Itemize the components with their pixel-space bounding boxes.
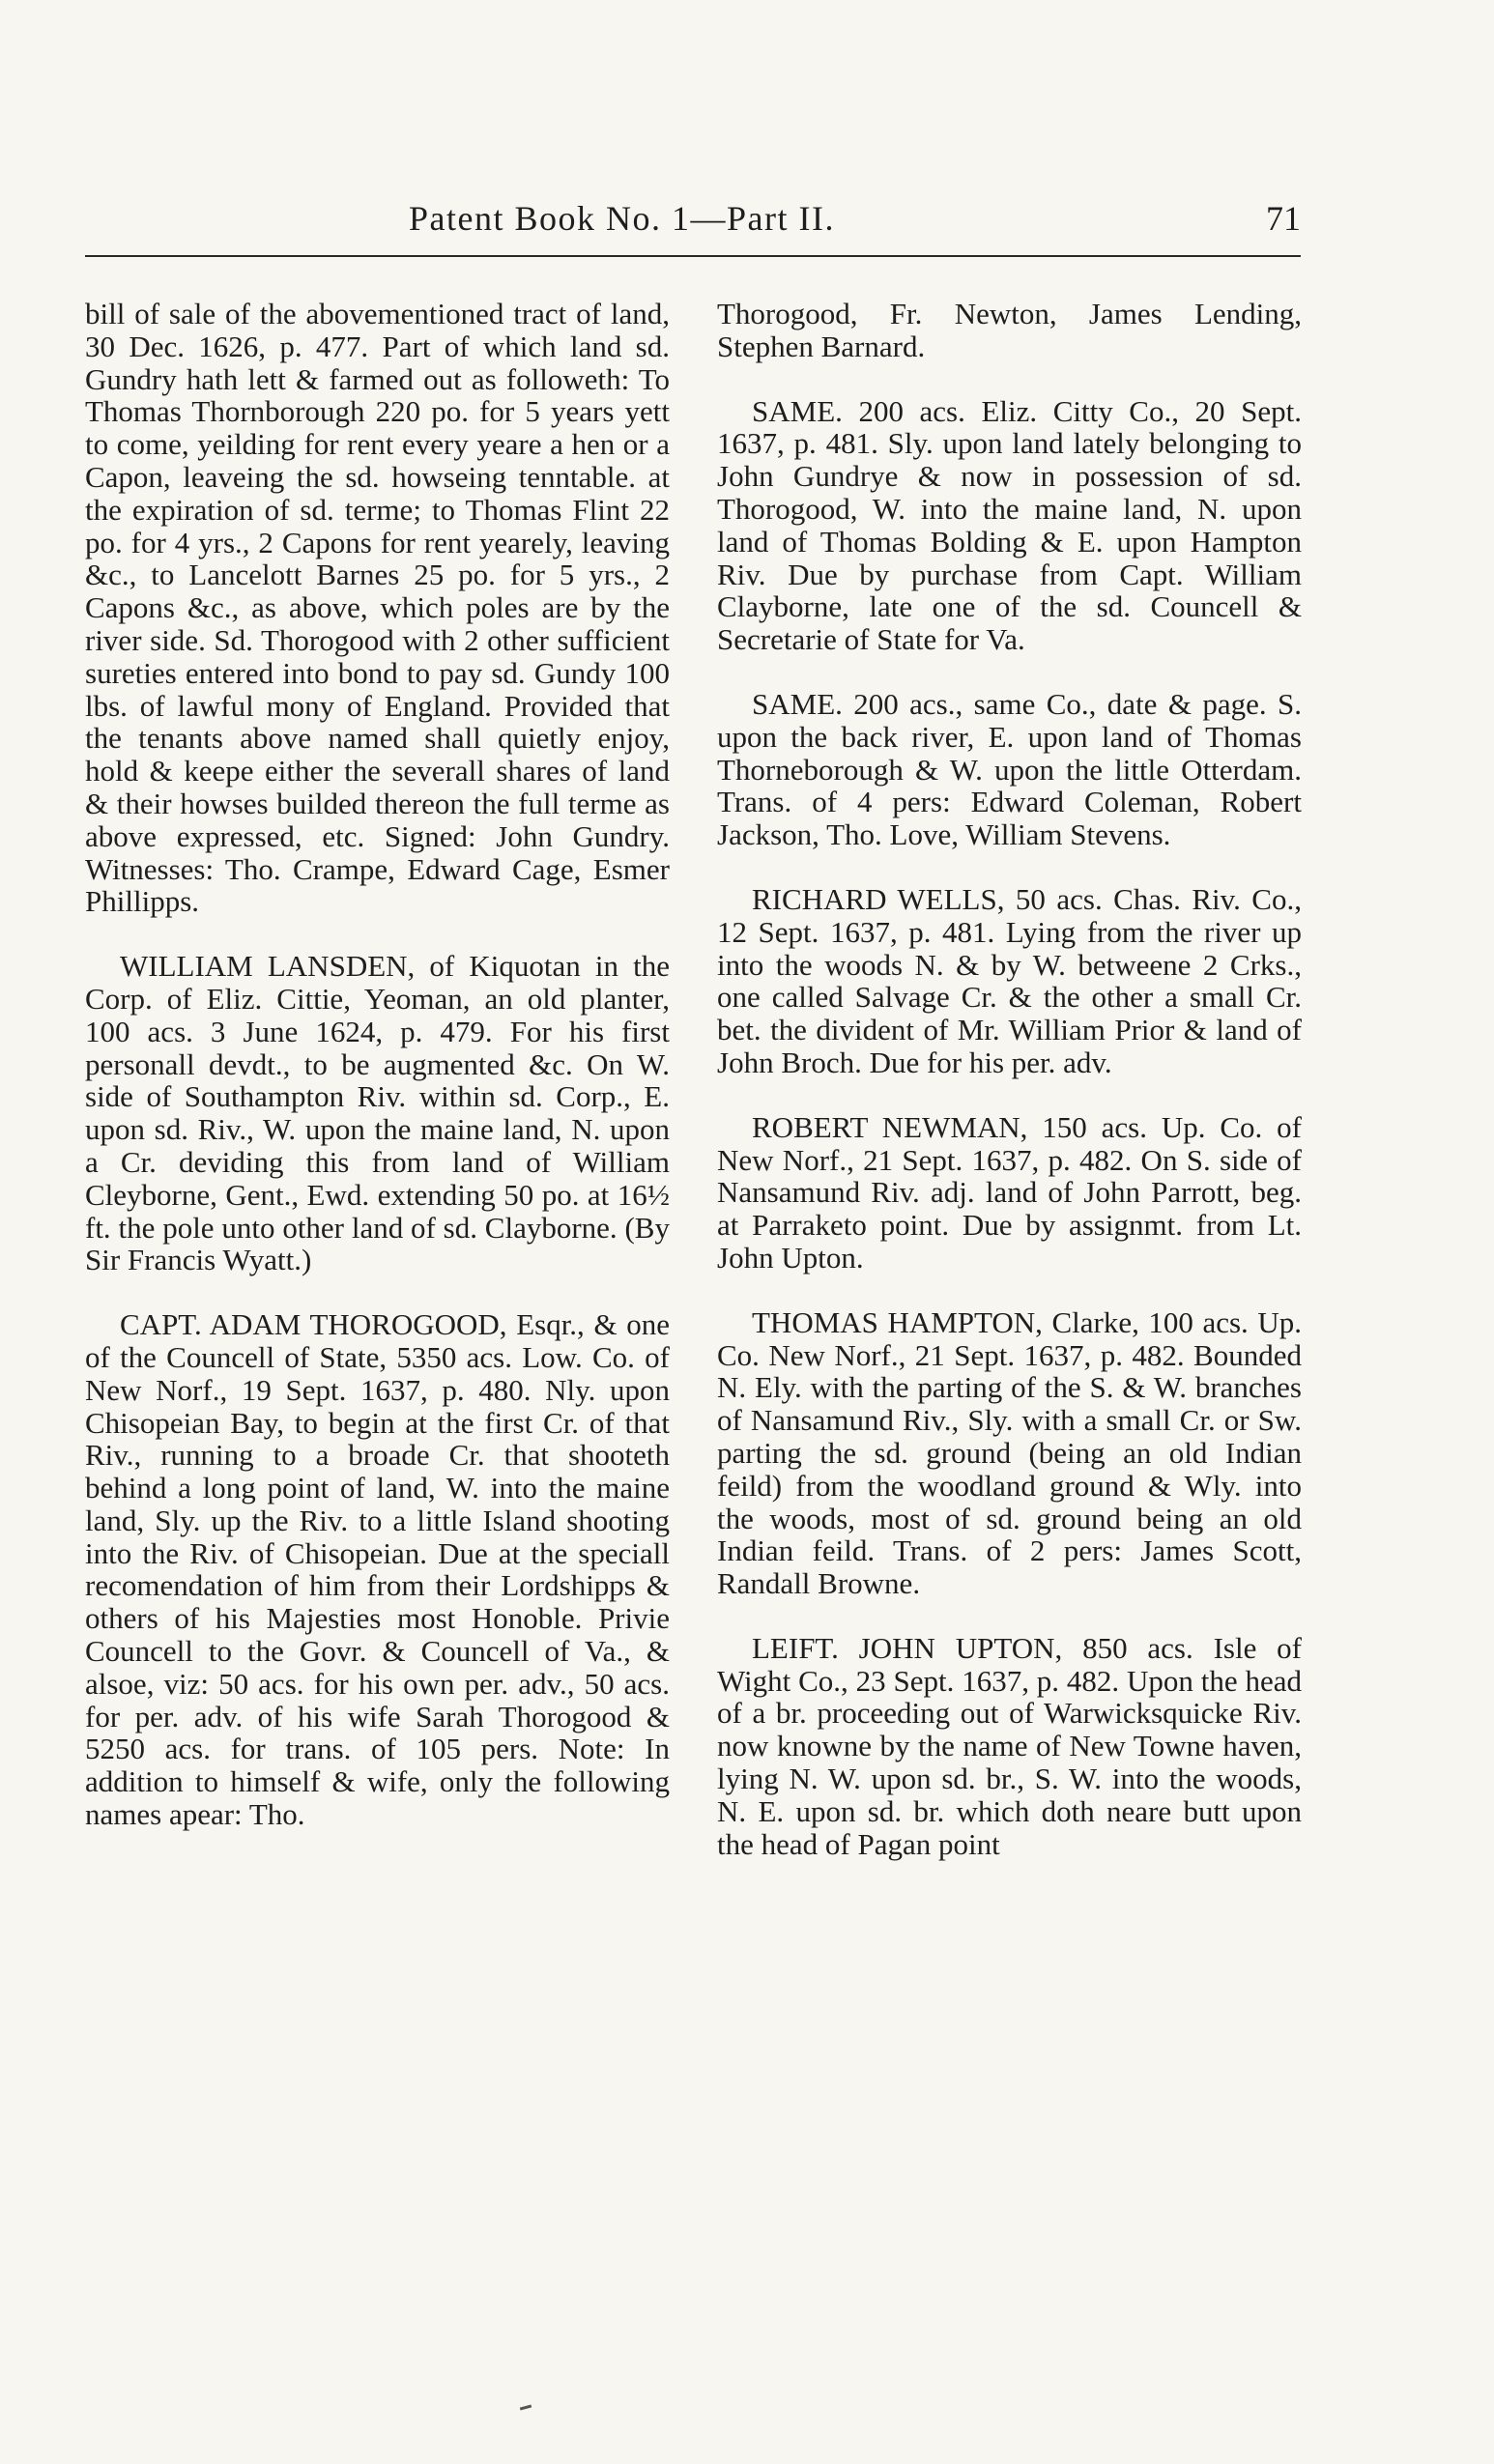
running-title: [409, 198, 835, 239]
entry-same-back-river: SAME. 200 acs., same Co., date & page. S. upon the back river, E. upon land of Thomas Thorneborough & W. upon the little Otterdam. Trans. of 4 pers: Edward Coleman, Robert Jackson, Tho. Love, William Stevens.: [717, 686, 1302, 852]
entry-william-lansden: WILLIAM LANSDEN, of Kiquotan in the Corp. of Eliz. Cittie, Yeoman, an old planter, 100 acs. 3 June 1624, p. 479. For his first personall devdt., to be augmented &c. On W. side of Southampton Riv. within sd. Corp., E. upon sd. Riv., W. upon the maine land, N. upon a Cr. deviding this from land of William Cleyborne, Gent., Ewd. extending 50 po. at 16½ ft. the pole unto other land of sd. Clayborne. (By Sir Francis Wyatt.): [85, 949, 670, 1277]
running-title-part2: Part II.: [727, 199, 835, 238]
header-rule: [85, 255, 1301, 257]
entry-richard-wells: RICHARD WELLS, 50 acs. Chas. Riv. Co., 12 Sept. 1637, p. 481. Lying from the river up into the woods N. & by W. betweene 2 Crks., one called Salvage Cr. & the other a small Cr. bet. the divident of Mr. William Prior & land of John Broch. Due for his per. adv.: [717, 881, 1302, 1079]
running-title-part1: Patent Book No. 1: [409, 199, 691, 238]
running-title-dash: —: [690, 199, 727, 238]
entry-thomas-hampton: THOMAS HAMPTON, Clarke, 100 acs. Up. Co. New Norf., 21 Sept. 1637, p. 482. Bounded N. Ely. with the parting of the S. & W. branches of Nansamund Riv., Sly. with a small Cr. or Sw. parting the sd. ground (being an old Indian feild) from the woodland ground & Wly. into the woods, most of sd. ground being an old Indian feild. Trans. of 2 pers: James Scott, Randall Browne.: [717, 1304, 1302, 1601]
right-column: [717, 298, 1302, 1892]
running-header: [85, 198, 1301, 260]
page-number: 71: [1266, 199, 1301, 238]
entry-john-upton: LEIFT. JOHN UPTON, 850 acs. Isle of Wight Co., 23 Sept. 1637, p. 482. Upon the head of a br. proceeding out of Warwicksquicke Riv. now knowne by the name of New Towne haven, lying N. W. upon sd. br., S. W. into the woods, N. E. upon sd. br. which doth neare butt upon the head of Pagan point: [717, 1630, 1302, 1861]
entry-continuation-thorogood: Thorogood, Fr. Newton, James Lending, Stephen Barnard.: [717, 297, 1302, 363]
entry-same-eliz-citty: SAME. 200 acs. Eliz. Citty Co., 20 Sept. 1637, p. 481. Sly. upon land lately belonging to John Gundrye & now in possession of sd. Thorogood, W. into the maine land, N. upon land of Thomas Bolding & E. upon Hampton Riv. Due by purchase from Capt. William Clayborne, late one of the sd. Councell & Secretarie of State for Va.: [717, 393, 1302, 657]
entry-robert-newman: ROBERT NEWMAN, 150 acs. Up. Co. of New Norf., 21 Sept. 1637, p. 482. On S. side of Nansamund Riv. adj. land of John Parrott, beg. at Parraketo point. Due by assignmt. from Lt. John Upton.: [717, 1109, 1302, 1275]
left-column: [85, 298, 670, 1863]
entry-adam-thorogood: CAPT. ADAM THOROGOOD, Esqr., & one of the Councell of State, 5350 acs. Low. Co. of New Norf., 19 Sept. 1637, p. 480. Nly. upon Chisopeian Bay, to begin at the first Cr. of that Riv., running to a broade Cr. that shooteth behind a long point of land, W. into the maine land, Sly. up the Riv. to a little Island shooting into the Riv. of Chisopeian. Due at the speciall recomendation of him from their Lordshipps & others of his Majesties most Honoble. Privie Councell to the Govr. & Councell of Va., & alsoe, viz: 50 acs. for his own per. adv., 50 acs. for per. adv. of his wife Sarah Thorogood & 5250 acs. for trans. of 105 pers. Note: In addition to himself & wife, only the following names apear: Tho.: [85, 1307, 670, 1832]
ink-speck: [520, 2404, 532, 2410]
entry-continuation-gundry: bill of sale of the abovementioned tract of land, 30 Dec. 1626, p. 477. Part of which land sd. Gundry hath lett & farmed out as followeth: To Thomas Thornborough 220 po. for 5 years yett to come, yeilding for rent every yeare a hen or a Capon, leaveing the sd. howseing tenntable. at the expiration of sd. terme; to Thomas Flint 22 po. for 4 yrs., 2 Capons for rent yearely, leaving &c., to Lancelott Barnes 25 po. for 5 yrs., 2 Capons &c., as above, which poles are by the river side. Sd. Thorogood with 2 other sufficient sureties entered into bond to pay sd. Gundy 100 lbs. of lawful mony of England. Provided that the tenants above named shall quietly enjoy, hold & keepe either the severall shares of land & their howses builded thereon the full terme as above expressed, etc. Signed: John Gundry. Witnesses: Tho. Crampe, Edward Cage, Esmer Phillipps.: [85, 297, 670, 919]
